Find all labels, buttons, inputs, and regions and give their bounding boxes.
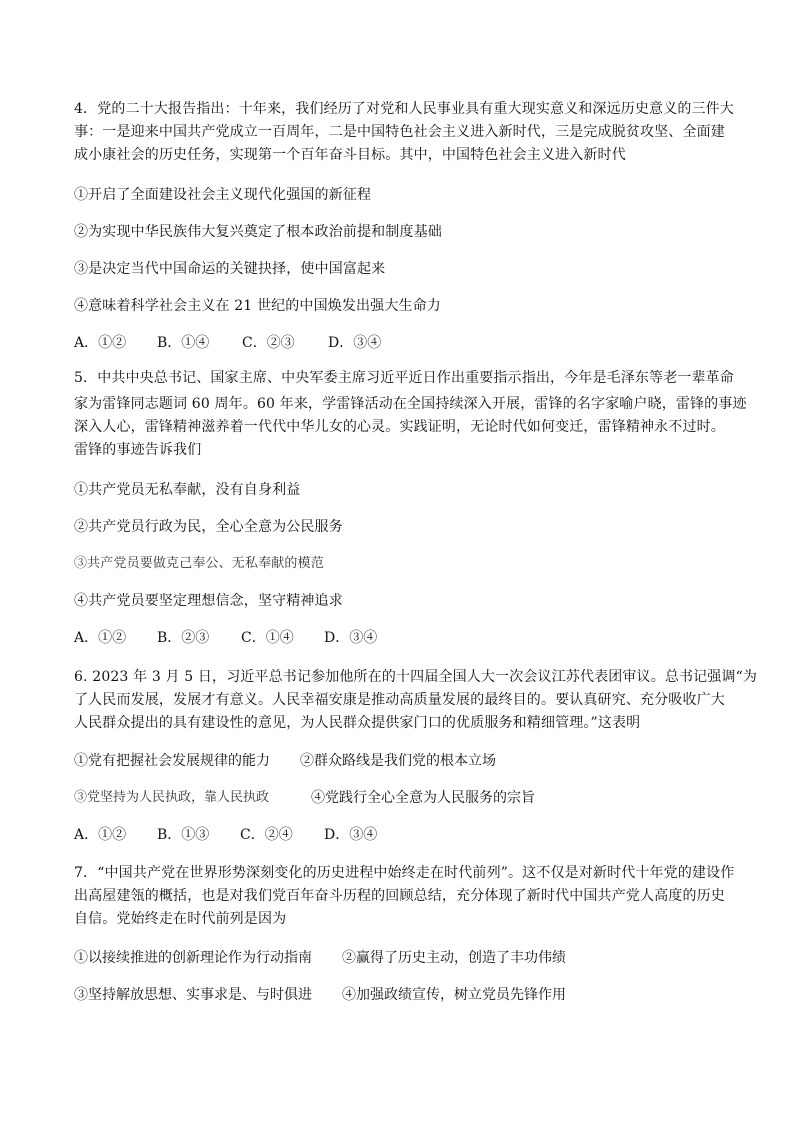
q7-stem-line-1: 7．“中国共产党在世界形势深刻变化的历史进程中始终走在时代前列”。这不仅是对新时代十年党的建设作 — [74, 865, 735, 881]
q5-option-3: ③共产党员要做克己奉公、无私奉献的模范 — [74, 556, 324, 571]
q4-option-2: ②为实现中华民族伟大复兴奠定了根本政治前提和制度基础 — [74, 224, 442, 240]
q4-choice-a: A．①② — [74, 335, 127, 351]
q6-option-1: ①党有把握社会发展规律的能力 — [74, 753, 270, 769]
q4-stem-line-3: 成小康社会的历史任务，实现第一个百年奋斗目标。其中，中国特色社会主义进入新时代 — [74, 147, 626, 163]
q6-option-4: ④党践行全心全意为人民服务的宗旨 — [311, 790, 535, 806]
q7-stem-line-2: 出高屋建瓴的概括，也是对我们党百年奋斗历程的回顾总结，充分体现了新时代中国共产党人高度的历史 — [74, 888, 725, 904]
q7-option-1: ①以接续推进的创新理论作为行动指南 — [74, 950, 312, 966]
q5-stem-line-4: 雷锋的事迹告诉我们 — [74, 442, 202, 458]
q4-option-3: ③是决定当代中国命运的关键抉择，使中国富起来 — [74, 261, 386, 277]
q5-choice-c: C．①④ — [241, 630, 294, 646]
q7-stem-line-3: 自信。党始终走在时代前列是因为 — [74, 911, 287, 927]
q5-option-4: ④共产党员要坚定理想信念，坚守精神追求 — [74, 593, 343, 609]
q5-option-1: ①共产党员无私奉献，没有自身利益 — [74, 482, 301, 498]
q6-stem-line-2: 了人民而发展，发展才有意义。人民幸福安康是推动高质量发展的最终目的。要认真研究、充分吸收广大 — [74, 692, 725, 708]
q4-stem-line-1: 4．党的二十大报告指出：十年来，我们经历了对党和人民事业具有重大现实意义和深远历史意义的三件大 — [74, 101, 734, 117]
q5-choice-b: B．②③ — [157, 630, 210, 646]
q7-option-4: ④加强政绩宣传，树立党员先锋作用 — [342, 987, 566, 1003]
q4-option-1: ①开启了全面建设社会主义现代化强国的新征程 — [74, 187, 372, 203]
q6-choice-c: C．②④ — [240, 827, 293, 843]
q6-option-3: ③党坚持为人民执政，靠人民执政 — [74, 790, 270, 805]
q6-stem-line-1: 6. 2023 年 3 月 5 日，习近平总书记参加他所在的十四届全国人大一次会议江苏代表团审议。总书记强调“为 — [74, 669, 758, 685]
q6-choice-d: D．③④ — [324, 827, 378, 843]
q6-stem-line-3: 人民群众提出的具有建设性的意见，为人民群众提供家门口的优质服务和精细管理。”这表明 — [74, 715, 641, 731]
q4-choice-c: C．②③ — [242, 335, 295, 351]
q6-option-2: ②群众路线是我们党的根本立场 — [300, 753, 496, 769]
q4-option-4: ④意味着科学社会主义在 21 世纪的中国焕发出强大生命力 — [74, 298, 441, 314]
q6-choice-b: B．①③ — [157, 827, 210, 843]
q7-option-3: ③坚持解放思想、实事求是、与时俱进 — [74, 987, 312, 1003]
q5-option-2: ②共产党员行政为民，全心全意为公民服务 — [74, 519, 343, 535]
q5-stem-line-1: 5．中共中央总书记、国家主席、中央军委主席习近平近日作出重要指示指出，今年是毛泽东等老一辈革命 — [74, 370, 734, 386]
q4-stem-line-2: 事：一是迎来中国共产党成立一百周年，二是中国特色社会主义进入新时代，三是完成脱贫攻坚、全面建 — [74, 124, 725, 140]
q6-choice-a: A．①② — [74, 827, 127, 843]
q4-choice-d: D．③④ — [328, 335, 382, 351]
q4-choice-b: B．①④ — [157, 335, 210, 351]
q5-choice-a: A．①② — [74, 630, 127, 646]
q7-option-2: ②赢得了历史主动，创造了丰功伟绩 — [342, 950, 566, 966]
q5-stem-line-3: 深入人心，雷锋精神滋养着一代代中华儿女的心灵。实践证明，无论时代如何变迁，雷锋精神永不过时。 — [74, 419, 725, 435]
q5-choice-d: D．③④ — [324, 630, 378, 646]
q5-stem-line-2: 家为雷锋同志题词 60 周年。60 年来，学雷锋活动在全国持续深入开展，雷锋的名字家喻户晓，雷锋的事迹 — [74, 396, 747, 412]
